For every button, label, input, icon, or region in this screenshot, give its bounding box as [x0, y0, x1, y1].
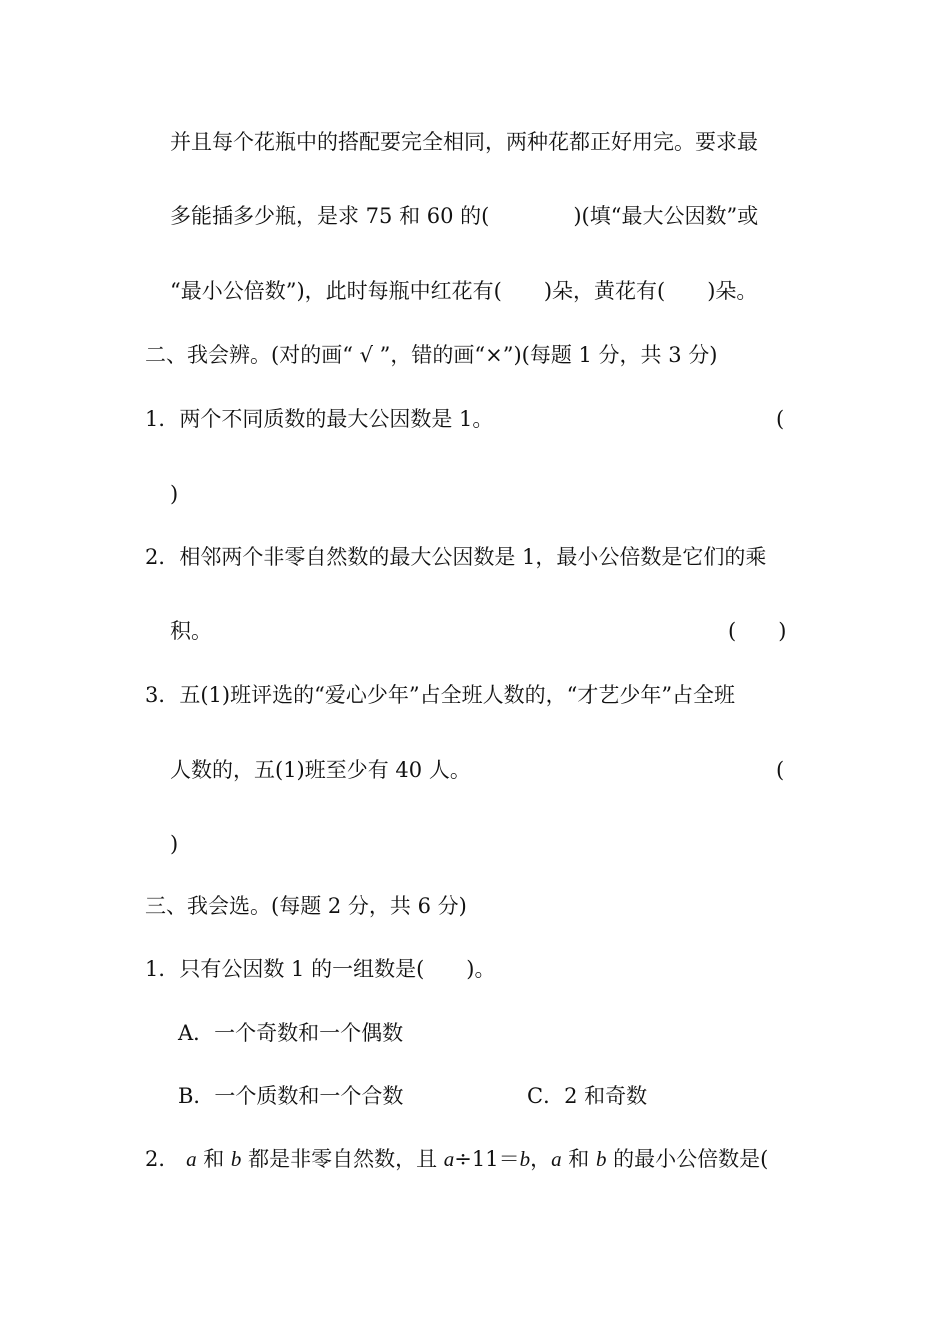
- variable-a: a: [186, 1147, 197, 1171]
- variable-a: a: [551, 1147, 562, 1171]
- option-a: A．一个奇数和一个偶数: [178, 1021, 404, 1045]
- variable-b: b: [230, 1147, 242, 1171]
- question-text: 2．相邻两个非零自然数的最大公因数是 1，最小公倍数是它们的乘: [145, 545, 767, 569]
- question-text: 3．五(1)班评选的“爱心少年”占全班人数的，“才艺少年”占全班: [145, 683, 736, 707]
- answer-paren: ( ): [728, 619, 787, 643]
- option-b: B．一个质数和一个合数: [178, 1084, 404, 1108]
- text-fragment: ÷11＝: [454, 1147, 520, 1171]
- answer-paren: ): [170, 482, 179, 506]
- section-title: 三、我会选。(每题 2 分，共 6 分): [145, 894, 467, 918]
- variable-a: a: [443, 1147, 455, 1171]
- answer-paren: ): [170, 832, 179, 856]
- question-number: 2．: [145, 1147, 180, 1171]
- question-text: 积。: [170, 619, 212, 643]
- text-line: “最小公倍数”)，此时每瓶中红花有( )朵，黄花有( )朵。: [170, 279, 758, 303]
- variable-b: b: [595, 1147, 607, 1171]
- question-text: 1．只有公因数 1 的一组数是( )。: [145, 957, 496, 981]
- answer-paren: (: [776, 758, 785, 782]
- text-line: 多能插多少瓶，是求 75 和 60 的( )(填“最大公因数”或: [170, 204, 759, 228]
- text-fragment: ，: [530, 1147, 552, 1171]
- section-title: 二、我会辨。(对的画“ √ ”，错的画“×”)(每题 1 分，共 3 分): [145, 343, 718, 367]
- question-text: [145, 1145, 768, 1173]
- option-c: C．2 和奇数: [527, 1084, 648, 1108]
- question-text: 人数的，五(1)班至少有 40 人。: [170, 758, 471, 782]
- text-line: 并且每个花瓶中的搭配要完全相同，两种花都正好用完。要求最: [170, 130, 758, 154]
- answer-paren: (: [776, 407, 785, 431]
- question-text: 1．两个不同质数的最大公因数是 1。: [145, 407, 494, 431]
- text-fragment: 都是非零自然数，且: [241, 1147, 444, 1171]
- text-fragment: 和: [561, 1147, 596, 1171]
- variable-b: b: [519, 1147, 531, 1171]
- text-fragment: 的最小公倍数是(: [606, 1147, 769, 1171]
- text-fragment: 和: [196, 1147, 231, 1171]
